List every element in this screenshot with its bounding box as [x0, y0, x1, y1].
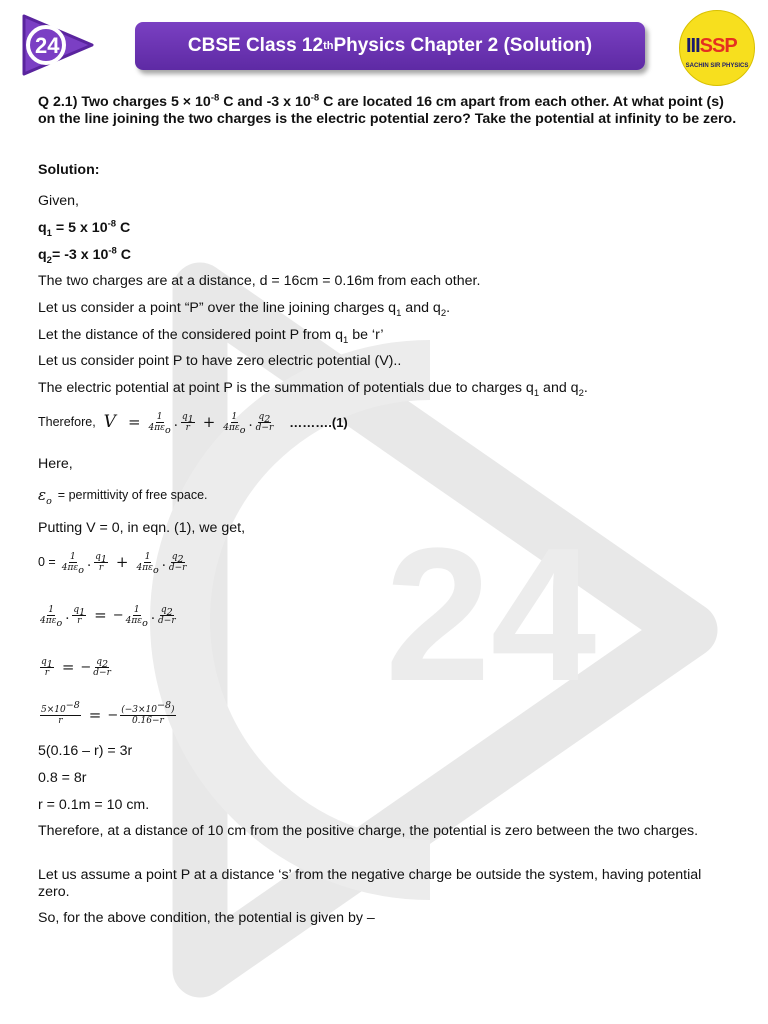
given-label: Given,	[38, 193, 80, 209]
step-3: r = 0.1m = 10 cm.	[38, 797, 150, 813]
ssp-logo-text: SSP	[699, 35, 737, 57]
conclusion-text: Therefore, at a distance of 10 cm from the positive charge, the potential is zero between the two charges.	[38, 823, 699, 839]
given-q1: $q_1 = 5$ x $10^{-8}$ C	[38, 218, 131, 239]
zero-potential-line: Let us consider point P to have zero electric potential (V)..	[38, 353, 402, 369]
brand-logo-24	[14, 12, 98, 78]
page-title: CBSE Class 12 th Physics Chapter 2 (Solution)	[135, 22, 645, 70]
equation-1: Therefore, V = $\frac{1}{4\pi\varepsilon_o}$ . $\frac{q_1}{r}$ + $\frac{1}{4\pi\varepsilon_o}$ . $\frac{q_2}{d-r}$ ……….(1)	[38, 412, 348, 436]
given-q2: $q_2= -3$ x $10^{-8}$ C	[38, 245, 132, 266]
logo-left-text: 24	[35, 33, 60, 58]
epsilon-definition: $\varepsilon_o$ = permittivity of free space.	[38, 486, 208, 507]
assumption-text: Let us assume a point P at a distance ‘s’ from the negative charge be outside the system, having potential zero.	[38, 867, 702, 900]
solution-heading: Solution:	[38, 162, 100, 178]
ssp-logo: IIISSP SACHIN SIR PHYSICS	[679, 10, 755, 86]
svg-text:24: 24	[385, 509, 597, 721]
summation-line: The electric potential at point P is the summation of potentials due to charges $q_1$ and $q_2$.	[38, 380, 588, 399]
distance-line: The two charges are at a distance, d = 16cm = 0.16m from each other.	[38, 273, 481, 289]
step-1: 5(0.16 – r) = 3r	[38, 743, 133, 759]
equation-ratio: $\frac{q_1}{r}$ = − $\frac{q_2}{d-r}$	[41, 657, 111, 678]
step-2: 0.8 = 8r	[38, 770, 87, 786]
distance-r-line: Let the distance of the considered point P from $q_1$ be ‘r’	[38, 327, 384, 346]
equation-1-label: ……….(1)	[289, 415, 348, 430]
equation-zero: 0 = $\frac{1}{4\pi\varepsilon_o}$ . $\frac{q_1}{r}$ + $\frac{1}{4\pi\varepsilon_o}$ . $\frac{q_2}{d-r}$	[38, 552, 187, 576]
page-header	[0, 0, 768, 90]
equation-rearranged: $\frac{1}{4\pi\varepsilon_o}$ . $\frac{q_1}{r}$ = − $\frac{1}{4\pi\varepsilon_o}$ . $\frac{q_2}{d-r}$	[40, 605, 176, 629]
condition-text: So, for the above condition, the potential is given by –	[38, 910, 375, 926]
question-text: Q 2.1) Two charges $5 \times 10^{-8}$ C and -3 x $10^{-8}$ C are located 16 cm apart from each other. At what point (s) on the line joining the two charges is the electric potential zero? Take the potential at infinity to be zero.	[38, 92, 737, 127]
here-label: Here,	[38, 456, 73, 472]
equation-values: $\frac{5\times 10^{-8}}{r}$ = − $\frac{(-3\times 10^{-8})}{0.16-r}$	[41, 700, 175, 726]
ssp-logo-subtitle: SACHIN SIR PHYSICS	[685, 63, 749, 69]
point-line: Let us consider a point “P” over the line joining charges $q_1$ and $q_2$.	[38, 300, 451, 319]
putting-line: Putting V = 0, in eqn. (1), we get,	[38, 520, 246, 536]
